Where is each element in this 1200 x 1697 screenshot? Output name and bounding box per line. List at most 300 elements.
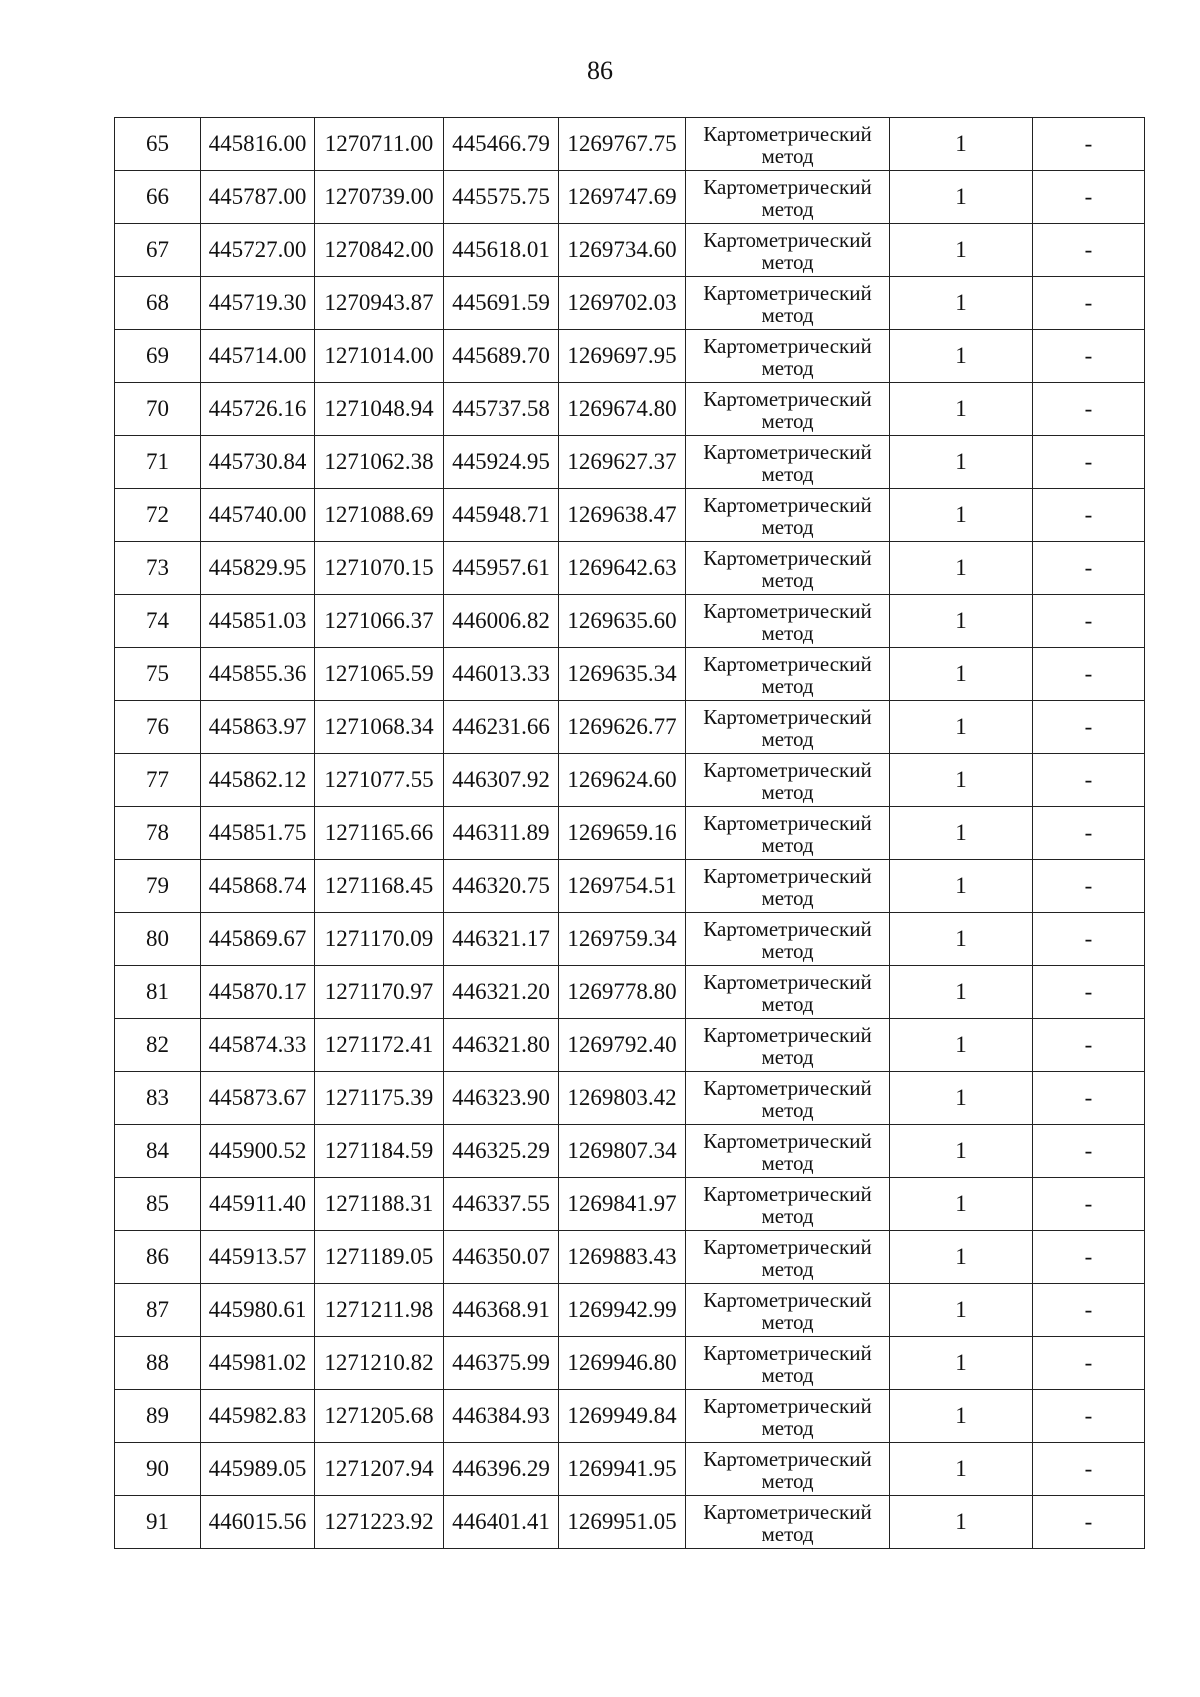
table-body [115,118,1145,1549]
x1-cell: 445980.61 [201,1284,315,1337]
method-text-line2: метод [761,885,814,910]
table-row [115,1125,1145,1178]
x1-cell: 445874.33 [201,1019,315,1072]
x1-cell: 445851.75 [201,807,315,860]
accuracy-cell: 1 [890,330,1033,383]
note-cell: - [1033,1178,1145,1231]
point-number-cell: 67 [115,224,201,277]
x2-cell: 446396.29 [444,1443,559,1496]
y1-cell: 1271088.69 [315,489,444,542]
x1-cell: 445981.02 [201,1337,315,1390]
method-text-line2: метод [761,991,814,1016]
point-number-cell: 75 [115,648,201,701]
note-cell: - [1033,1072,1145,1125]
point-number-cell: 70 [115,383,201,436]
x2-cell: 446375.99 [444,1337,559,1390]
x1-cell: 445816.00 [201,118,315,171]
table-row [115,1072,1145,1125]
accuracy-cell: 1 [890,277,1033,330]
y1-cell: 1271065.59 [315,648,444,701]
method-cell [686,330,890,383]
x1-cell: 445989.05 [201,1443,315,1496]
accuracy-cell: 1 [890,966,1033,1019]
y1-cell: 1270711.00 [315,118,444,171]
method-text-line1: Картометрический [703,1393,872,1418]
table-row [115,489,1145,542]
method-cell [686,754,890,807]
y1-cell: 1271223.92 [315,1496,444,1549]
page-number: 86 [587,56,613,85]
method-text-line1: Картометрический [703,1446,872,1471]
method-text-line1: Картометрический [703,333,872,358]
y1-cell: 1271184.59 [315,1125,444,1178]
y1-cell: 1271170.97 [315,966,444,1019]
point-number-cell: 82 [115,1019,201,1072]
method-cell [686,913,890,966]
y1-cell: 1271207.94 [315,1443,444,1496]
point-number-cell: 68 [115,277,201,330]
y1-cell: 1271048.94 [315,383,444,436]
y2-cell: 1269946.80 [559,1337,686,1390]
y2-cell: 1269624.60 [559,754,686,807]
note-cell: - [1033,1337,1145,1390]
accuracy-cell: 1 [890,542,1033,595]
note-cell: - [1033,224,1145,277]
accuracy-cell: 1 [890,595,1033,648]
table-row [115,118,1145,171]
table-row [115,1178,1145,1231]
x2-cell: 446325.29 [444,1125,559,1178]
y1-cell: 1270739.00 [315,171,444,224]
x2-cell: 446323.90 [444,1072,559,1125]
method-cell [686,436,890,489]
method-cell [686,383,890,436]
x2-cell: 446368.91 [444,1284,559,1337]
y1-cell: 1271188.31 [315,1178,444,1231]
method-cell [686,807,890,860]
point-number-cell: 79 [115,860,201,913]
method-cell [686,1178,890,1231]
method-text-line2: метод [761,1362,814,1387]
method-text-line1: Картометрический [703,280,872,305]
point-number-cell: 83 [115,1072,201,1125]
y2-cell: 1269803.42 [559,1072,686,1125]
method-cell [686,489,890,542]
method-text-line2: метод [761,567,814,592]
table-row [115,754,1145,807]
x2-cell: 446320.75 [444,860,559,913]
x1-cell: 445870.17 [201,966,315,1019]
point-number-cell: 77 [115,754,201,807]
accuracy-cell: 1 [890,1390,1033,1443]
x2-cell: 446321.20 [444,966,559,1019]
table-row [115,277,1145,330]
method-text-line1: Картометрический [703,810,872,835]
y2-cell: 1269635.34 [559,648,686,701]
x1-cell: 445913.57 [201,1231,315,1284]
x2-cell: 445737.58 [444,383,559,436]
method-cell [686,118,890,171]
point-number-cell: 88 [115,1337,201,1390]
method-text-line2: метод [761,1044,814,1069]
method-text-line1: Картометрический [703,863,872,888]
accuracy-cell: 1 [890,1019,1033,1072]
point-number-cell: 76 [115,701,201,754]
y1-cell: 1271168.45 [315,860,444,913]
y2-cell: 1269697.95 [559,330,686,383]
y2-cell: 1269949.84 [559,1390,686,1443]
point-number-cell: 66 [115,171,201,224]
accuracy-cell: 1 [890,489,1033,542]
x1-cell: 445829.95 [201,542,315,595]
point-number-cell: 71 [115,436,201,489]
method-cell [686,860,890,913]
y2-cell: 1269807.34 [559,1125,686,1178]
y2-cell: 1269778.80 [559,966,686,1019]
method-text-line1: Картометрический [703,651,872,676]
method-text-line2: метод [761,1256,814,1281]
y2-cell: 1269734.60 [559,224,686,277]
accuracy-cell: 1 [890,118,1033,171]
accuracy-cell: 1 [890,701,1033,754]
method-text-line1: Картометрический [703,121,872,146]
note-cell: - [1033,1443,1145,1496]
x2-cell: 445957.61 [444,542,559,595]
x1-cell: 445714.00 [201,330,315,383]
table-row [115,171,1145,224]
method-cell [686,701,890,754]
method-text-line1: Картометрический [703,1340,872,1365]
point-number-cell: 69 [115,330,201,383]
point-number-cell: 81 [115,966,201,1019]
point-number-cell: 80 [115,913,201,966]
method-cell [686,1072,890,1125]
y2-cell: 1269674.80 [559,383,686,436]
method-text-line2: метод [761,302,814,327]
note-cell: - [1033,754,1145,807]
table-row [115,648,1145,701]
method-text-line2: метод [761,620,814,645]
table-row [115,807,1145,860]
x1-cell: 445911.40 [201,1178,315,1231]
method-text-line2: метод [761,1309,814,1334]
method-text-line1: Картометрический [703,174,872,199]
note-cell: - [1033,860,1145,913]
x1-cell: 445869.67 [201,913,315,966]
x1-cell: 445863.97 [201,701,315,754]
method-cell [686,966,890,1019]
method-text-line1: Картометрический [703,1287,872,1312]
method-text-line2: метод [761,249,814,274]
method-text-line1: Картометрический [703,916,872,941]
note-cell: - [1033,966,1145,1019]
y1-cell: 1271189.05 [315,1231,444,1284]
method-text-line1: Картометрический [703,545,872,570]
note-cell: - [1033,595,1145,648]
method-text-line2: метод [761,514,814,539]
accuracy-cell: 1 [890,860,1033,913]
method-cell [686,595,890,648]
note-cell: - [1033,277,1145,330]
x1-cell: 445719.30 [201,277,315,330]
point-number-cell: 73 [115,542,201,595]
y2-cell: 1269635.60 [559,595,686,648]
y2-cell: 1269747.69 [559,171,686,224]
point-number-cell: 90 [115,1443,201,1496]
note-cell: - [1033,542,1145,595]
x2-cell: 445691.59 [444,277,559,330]
accuracy-cell: 1 [890,1496,1033,1549]
method-text-line2: метод [761,1203,814,1228]
method-text-line2: метод [761,832,814,857]
x1-cell: 445873.67 [201,1072,315,1125]
method-text-line2: метод [761,1521,814,1546]
x2-cell: 446307.92 [444,754,559,807]
method-text-line1: Картометрический [703,969,872,994]
y2-cell: 1269767.75 [559,118,686,171]
x1-cell: 445851.03 [201,595,315,648]
x1-cell: 445900.52 [201,1125,315,1178]
table-row [115,1496,1145,1549]
y1-cell: 1271205.68 [315,1390,444,1443]
method-cell [686,1337,890,1390]
method-text-line1: Картометрический [703,386,872,411]
table-row [115,1443,1145,1496]
x2-cell: 445948.71 [444,489,559,542]
x2-cell: 446350.07 [444,1231,559,1284]
x2-cell: 446321.17 [444,913,559,966]
method-cell [686,1390,890,1443]
point-number-cell: 89 [115,1390,201,1443]
point-number-cell: 72 [115,489,201,542]
x2-cell: 446337.55 [444,1178,559,1231]
method-text-line1: Картометрический [703,598,872,623]
y1-cell: 1271014.00 [315,330,444,383]
note-cell: - [1033,383,1145,436]
y2-cell: 1269638.47 [559,489,686,542]
y1-cell: 1271175.39 [315,1072,444,1125]
note-cell: - [1033,1284,1145,1337]
y1-cell: 1270943.87 [315,277,444,330]
point-number-cell: 84 [115,1125,201,1178]
table-row [115,966,1145,1019]
note-cell: - [1033,1390,1145,1443]
table-row [115,1019,1145,1072]
method-text-line2: метод [761,938,814,963]
accuracy-cell: 1 [890,648,1033,701]
method-cell [686,1284,890,1337]
x2-cell: 445575.75 [444,171,559,224]
table-row [115,1390,1145,1443]
note-cell: - [1033,1231,1145,1284]
y2-cell: 1269759.34 [559,913,686,966]
y2-cell: 1269702.03 [559,277,686,330]
method-cell [686,1125,890,1178]
point-number-cell: 78 [115,807,201,860]
method-cell [686,1443,890,1496]
table-row [115,913,1145,966]
method-text-line2: метод [761,1150,814,1175]
table-row [115,1231,1145,1284]
accuracy-cell: 1 [890,913,1033,966]
y1-cell: 1271211.98 [315,1284,444,1337]
x1-cell: 445787.00 [201,171,315,224]
method-text-line1: Картометрический [703,1075,872,1100]
method-text-line1: Картометрический [703,704,872,729]
y2-cell: 1269754.51 [559,860,686,913]
x1-cell: 445982.83 [201,1390,315,1443]
y1-cell: 1271165.66 [315,807,444,860]
table-row [115,860,1145,913]
note-cell: - [1033,1496,1145,1549]
x2-cell: 445618.01 [444,224,559,277]
x1-cell: 445740.00 [201,489,315,542]
method-text-line1: Картометрический [703,1128,872,1153]
x2-cell: 446006.82 [444,595,559,648]
x1-cell: 445855.36 [201,648,315,701]
method-text-line1: Картометрический [703,492,872,517]
table-row [115,701,1145,754]
y1-cell: 1271210.82 [315,1337,444,1390]
method-text-line2: метод [761,779,814,804]
y1-cell: 1271077.55 [315,754,444,807]
method-text-line1: Картометрический [703,1234,872,1259]
method-cell [686,1496,890,1549]
method-cell [686,1019,890,1072]
accuracy-cell: 1 [890,1072,1033,1125]
accuracy-cell: 1 [890,1231,1033,1284]
method-text-line1: Картометрический [703,1499,872,1524]
note-cell: - [1033,1019,1145,1072]
accuracy-cell: 1 [890,1178,1033,1231]
accuracy-cell: 1 [890,754,1033,807]
table-row [115,224,1145,277]
y2-cell: 1269941.95 [559,1443,686,1496]
x2-cell: 446013.33 [444,648,559,701]
point-number-cell: 65 [115,118,201,171]
method-text-line1: Картометрический [703,757,872,782]
y1-cell: 1270842.00 [315,224,444,277]
note-cell: - [1033,913,1145,966]
table-row [115,1284,1145,1337]
y1-cell: 1271068.34 [315,701,444,754]
method-text-line2: метод [761,408,814,433]
note-cell: - [1033,171,1145,224]
x1-cell: 445868.74 [201,860,315,913]
accuracy-cell: 1 [890,383,1033,436]
method-text-line1: Картометрический [703,1022,872,1047]
x1-cell: 446015.56 [201,1496,315,1549]
table-row [115,1337,1145,1390]
point-number-cell: 91 [115,1496,201,1549]
table-row [115,330,1145,383]
method-text-line2: метод [761,1415,814,1440]
x1-cell: 445726.16 [201,383,315,436]
method-cell [686,277,890,330]
y2-cell: 1269627.37 [559,436,686,489]
x2-cell: 446321.80 [444,1019,559,1072]
method-text-line2: метод [761,355,814,380]
method-text-line2: метод [761,143,814,168]
note-cell: - [1033,807,1145,860]
y2-cell: 1269942.99 [559,1284,686,1337]
accuracy-cell: 1 [890,224,1033,277]
method-text-line1: Картометрический [703,227,872,252]
method-text-line2: метод [761,673,814,698]
method-text-line1: Картометрический [703,1181,872,1206]
x1-cell: 445730.84 [201,436,315,489]
method-text-line2: метод [761,461,814,486]
x2-cell: 445924.95 [444,436,559,489]
method-cell [686,171,890,224]
y2-cell: 1269951.05 [559,1496,686,1549]
x2-cell: 446311.89 [444,807,559,860]
accuracy-cell: 1 [890,807,1033,860]
y2-cell: 1269792.40 [559,1019,686,1072]
accuracy-cell: 1 [890,1443,1033,1496]
y1-cell: 1271070.15 [315,542,444,595]
method-text-line2: метод [761,726,814,751]
note-cell: - [1033,1125,1145,1178]
note-cell: - [1033,648,1145,701]
accuracy-cell: 1 [890,171,1033,224]
method-cell [686,542,890,595]
y1-cell: 1271062.38 [315,436,444,489]
y2-cell: 1269841.97 [559,1178,686,1231]
x2-cell: 446231.66 [444,701,559,754]
method-text-line2: метод [761,196,814,221]
point-number-cell: 87 [115,1284,201,1337]
accuracy-cell: 1 [890,1125,1033,1178]
note-cell: - [1033,701,1145,754]
method-text-line2: метод [761,1468,814,1493]
y1-cell: 1271170.09 [315,913,444,966]
point-number-cell: 85 [115,1178,201,1231]
y2-cell: 1269883.43 [559,1231,686,1284]
y2-cell: 1269642.63 [559,542,686,595]
method-cell [686,648,890,701]
accuracy-cell: 1 [890,1284,1033,1337]
table-row [115,436,1145,489]
x1-cell: 445862.12 [201,754,315,807]
table-row [115,595,1145,648]
method-cell [686,224,890,277]
note-cell: - [1033,330,1145,383]
table-row [115,383,1145,436]
method-cell [686,1231,890,1284]
method-text-line2: метод [761,1097,814,1122]
accuracy-cell: 1 [890,1337,1033,1390]
accuracy-cell: 1 [890,436,1033,489]
x2-cell: 445466.79 [444,118,559,171]
coordinates-table [114,117,1145,1549]
point-number-cell: 86 [115,1231,201,1284]
x2-cell: 445689.70 [444,330,559,383]
x1-cell: 445727.00 [201,224,315,277]
x2-cell: 446401.41 [444,1496,559,1549]
note-cell: - [1033,436,1145,489]
y1-cell: 1271066.37 [315,595,444,648]
method-text-line1: Картометрический [703,439,872,464]
note-cell: - [1033,118,1145,171]
y2-cell: 1269626.77 [559,701,686,754]
point-number-cell: 74 [115,595,201,648]
y1-cell: 1271172.41 [315,1019,444,1072]
x2-cell: 446384.93 [444,1390,559,1443]
y2-cell: 1269659.16 [559,807,686,860]
table-row [115,542,1145,595]
note-cell: - [1033,489,1145,542]
